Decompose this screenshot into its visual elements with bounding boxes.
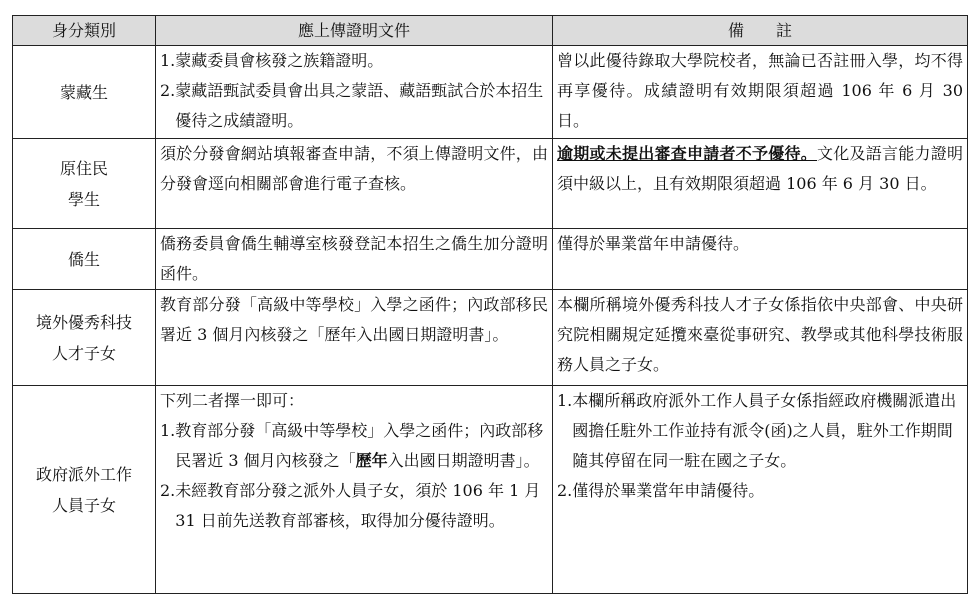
item-text-bold: 歷年 [355, 451, 388, 470]
header-category: 身分類別 [13, 16, 156, 46]
remark-item [557, 476, 963, 506]
header-documents: 應上傳證明文件 [156, 16, 553, 46]
category-cell: 僑生 [13, 229, 156, 290]
table-row [13, 229, 968, 290]
item-number: 2. [557, 481, 573, 500]
remarks-text: 文化及語言能力證明須中級以上，且有效期限須超過 106 年 6 月 30 日。 [557, 144, 963, 193]
remarks-cell: 僅得於畢業當年申請優待。 [553, 229, 968, 290]
item-text-part: 入出國日期證明書」。 [387, 451, 540, 470]
eligibility-table [12, 15, 968, 594]
item-text: 蒙藏委員會核發之族籍證明。 [175, 51, 384, 70]
category-line: 人員子女 [51, 495, 116, 515]
item-text-part: 教育部分發「高級中等學校」入學之函件；內政部移民署近 3 個月內核發之「 [175, 421, 544, 470]
remarks-cell [553, 139, 968, 229]
category-line: 學生 [67, 189, 100, 209]
header-row [13, 16, 968, 46]
category-line: 政府派外工作 [35, 464, 132, 484]
documents-cell: 僑務委員會僑生輔導室核發登記本招生之僑生加分證明函件。 [156, 229, 553, 290]
table-row [13, 290, 968, 386]
category-line: 原住民 [59, 158, 108, 178]
documents-cell [156, 386, 553, 594]
item-number: 2. [160, 81, 176, 100]
header-remarks: 備 註 [553, 16, 968, 46]
document-item [160, 416, 548, 476]
documents-cell [156, 46, 553, 139]
item-text: 蒙藏語甄試委員會出具之蒙語、藏語甄試合於本招生優待之成績證明。 [175, 81, 544, 130]
remark-item [557, 386, 963, 476]
remarks-cell: 曾以此優待錄取大學院校者，無論已否註冊入學，均不得再享優待。成績證明有效期限須超過 106 年 6 月 30 日。 [553, 46, 968, 139]
table-row [13, 386, 968, 594]
item-text: 本欄所稱政府派外工作人員子女係指經政府機關派遣出國擔任駐外工作並持有派令(函)之人員，駐外工作期間隨其停留在同一駐在國之子女。 [572, 391, 957, 470]
documents-cell: 教育部分發「高級中等學校」入學之函件；內政部移民署近 3 個月內核發之「歷年入出國日期證明書」。 [156, 290, 553, 386]
category-cell [13, 290, 156, 386]
document-item [160, 476, 548, 536]
table-row [13, 46, 968, 139]
item-text [175, 416, 548, 476]
table-row [13, 139, 968, 229]
remarks-cell [553, 386, 968, 594]
item-text: 未經教育部分發之派外人員子女，須於 106 年 1 月 31 日前先送教育部審核，取得加分優待證明。 [175, 481, 541, 530]
category-cell [13, 386, 156, 594]
remarks-warning: 逾期或未提出審查申請者不予優待。 [557, 144, 817, 163]
category-cell [13, 139, 156, 229]
item-text: 僅得於畢業當年申請優待。 [572, 481, 765, 500]
documents-intro: 下列二者擇一即可： [160, 391, 305, 410]
category-cell: 蒙藏生 [13, 46, 156, 139]
category-line: 境外優秀科技 [35, 312, 132, 332]
documents-cell: 須於分發會網站填報審查申請，不須上傳證明文件，由分發會逕向相關部會進行電子查核。 [156, 139, 553, 229]
item-number: 1. [160, 421, 176, 440]
document-item [160, 76, 548, 136]
document-item [160, 46, 548, 76]
item-number: 1. [160, 51, 176, 70]
item-number: 1. [557, 391, 573, 410]
category-line: 人才子女 [51, 343, 116, 363]
remarks-cell: 本欄所稱境外優秀科技人才子女係指依中央部會、中央研究院相關規定延攬來臺從事研究、教學或其他科學技術服務人員之子女。 [553, 290, 968, 386]
item-number: 2. [160, 481, 176, 500]
